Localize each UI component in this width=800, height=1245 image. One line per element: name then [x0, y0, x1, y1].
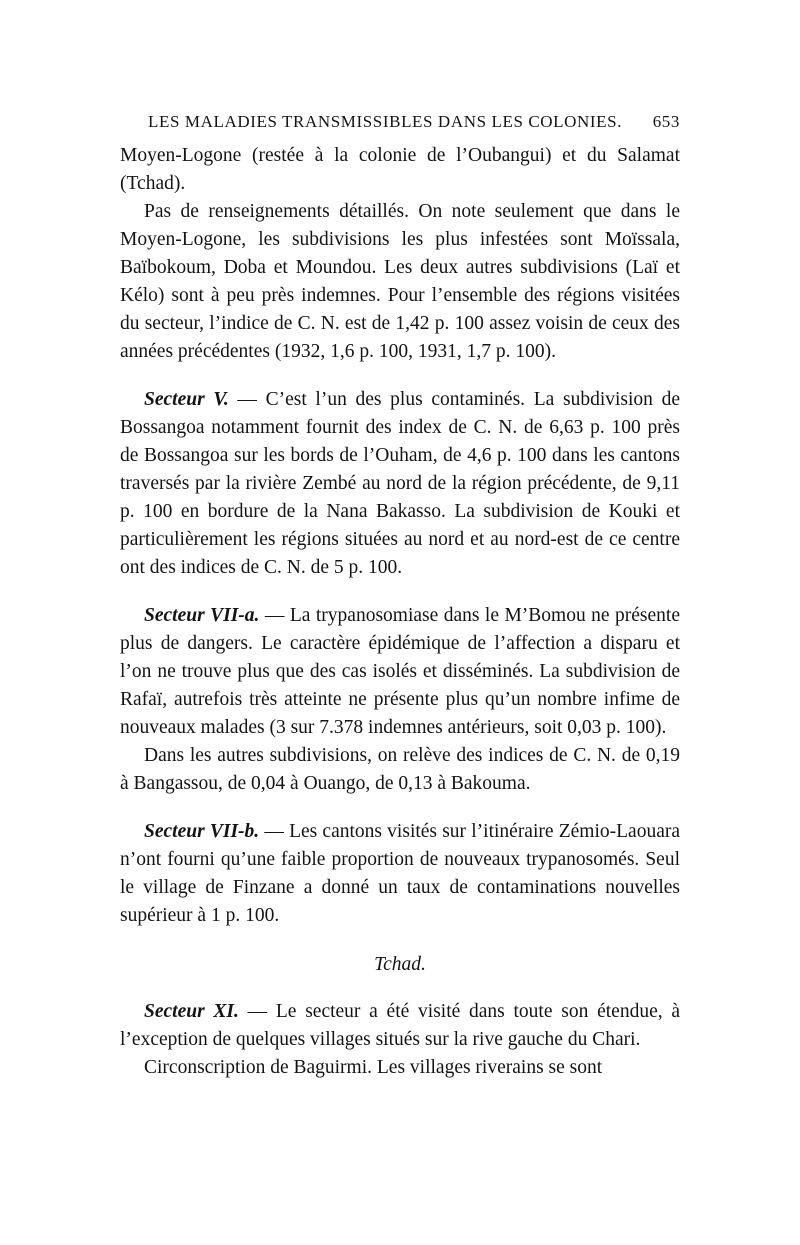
- body-text: [120, 142, 680, 1082]
- running-title: LES MALADIES TRANSMISSIBLES DANS LES COLONIES.: [148, 112, 623, 131]
- paragraph-secteur-v: [120, 386, 680, 582]
- book-page: [120, 112, 680, 1082]
- paragraph-text: Pas de renseignements détaillés. On note seulement que dans le Moyen-Logone, les subdivisions les plus infestées sont Moïssala, Baïbokoum, Doba et Moundou. Les deux autres subdivisions (Laï et Kélo) sont à peu près indemnes. Pour l’ensemble des régions visitées du secteur, l’indice de C. N. est de 1,42 p. 100 assez voisin de ceux des années précédentes (1932, 1,6 p. 100, 1931, 1,7 p. 100).: [120, 201, 680, 362]
- paragraph-text: — Le secteur a été visité dans toute son étendue, à l’exception de quelques villages situés sur la rive gauche du Chari.: [120, 1001, 680, 1050]
- section-heading-tchad: Tchad.: [374, 954, 426, 975]
- paragraph-text: — La trypanosomiase dans le M’Bomou ne présente plus de dangers. Le caractère épidémique de l’affection a disparu et l’on ne trouve plus que des cas isolés et disséminés. La subdivision de Rafaï, autrefois très atteinte ne présente plus qu’un nombre infime de nouveaux malades (3 sur 7.378 indemnes antérieurs, soit 0,03 p. 100).: [120, 605, 681, 738]
- paragraph-secteur-vii-b: [120, 818, 680, 930]
- sector-label: Secteur XI.: [144, 1001, 239, 1022]
- paragraph-text: — Les cantons visités sur l’itinéraire Zémio-Laouara n’ont fourni qu’une faible proportion de nouveaux trypanosomés. Seul le village de Finzane a donné un taux de contaminations nouvelles supérieur à 1 p. 100.: [120, 821, 680, 926]
- paragraph-secteur-xi: [120, 998, 680, 1054]
- sector-label: Secteur VII-a.: [144, 605, 260, 626]
- paragraph-text: Circonscription de Baguirmi. Les villages riverains se sont: [144, 1057, 603, 1078]
- paragraph-continuation: [120, 142, 680, 198]
- paragraph-text: — C’est l’un des plus contaminés. La subdivision de Bossangoa notamment fournit des index de C. N. de 6,63 p. 100 près de Bossangoa sur les bords de l’Ouham, de 4,6 p. 100 dans les cantons traversés par la rivière Zembé au nord de la région précédente, de 9,11 p. 100 en bordure de la Nana Bakasso. La subdivision de Kouki et particulièrement les régions situées au nord et au nord-est de ce centre ont des indices de C. N. de 5 p. 100.: [120, 389, 680, 578]
- paragraph-text: Dans les autres subdivisions, on relève des indices de C. N. de 0,19 à Bangassou, de 0,04 à Ouango, de 0,13 à Bakouma.: [120, 745, 680, 794]
- running-head: [120, 112, 680, 132]
- paragraph-baguirmi: [120, 1054, 680, 1082]
- paragraph-secteur-vii-a: [120, 602, 680, 742]
- page-number: 653: [652, 112, 680, 131]
- sector-label: Secteur V.: [144, 389, 229, 410]
- paragraph-other-subdivisions: [120, 742, 680, 798]
- sector-label: Secteur VII-b.: [144, 821, 260, 842]
- paragraph-text: Moyen-Logone (restée à la colonie de l’Oubangui) et du Salamat (Tchad).: [120, 145, 680, 194]
- paragraph-general: [120, 198, 680, 366]
